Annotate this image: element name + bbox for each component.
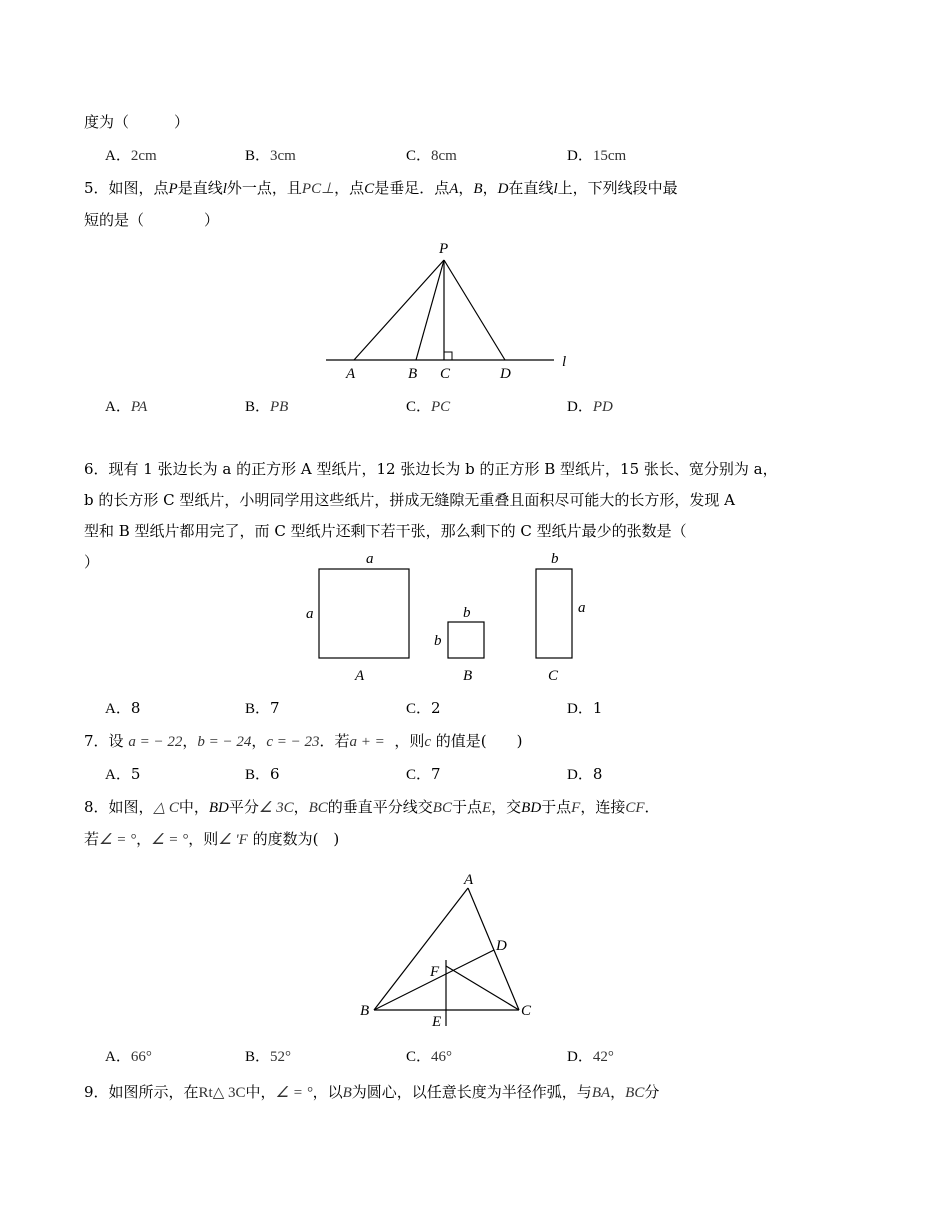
stem-text: ， [610, 1083, 626, 1101]
var-D: D [497, 181, 509, 197]
q6-option-c[interactable] [406, 698, 441, 719]
option-value: 2 [431, 699, 441, 717]
stem-text: 若 [84, 830, 100, 848]
stem-text: ．若 [319, 732, 350, 750]
math-expr: ∠ 'F [218, 832, 248, 848]
option-value: PD [592, 399, 613, 415]
option-label: A． [105, 148, 131, 164]
stem-text: ，点 [334, 179, 365, 197]
math-expr: B [342, 1085, 352, 1101]
math-expr: BC [625, 1085, 645, 1101]
option-value: 7 [431, 765, 441, 783]
stem-text: 平分 [228, 798, 259, 816]
label-A: A [464, 872, 474, 888]
q5-stem-line2: 短的是（ ） [84, 211, 220, 229]
label-D: D [496, 938, 507, 954]
q6-option-d[interactable] [567, 698, 602, 719]
segment-PD [444, 260, 505, 360]
math-expr: BA [591, 1085, 611, 1101]
q5-option-c[interactable] [406, 396, 450, 417]
math-expr: BD [208, 800, 229, 816]
q5-figure [318, 236, 588, 386]
stem-text: ，以 [312, 1083, 343, 1101]
math-expr: △ C [153, 800, 179, 816]
math-expr: b = − 24 [197, 734, 252, 750]
stem-text: 于点 [451, 798, 482, 816]
segment-AB [374, 888, 468, 1010]
stem-text: ， [182, 732, 198, 750]
stem-text: 的值是( ) [435, 732, 523, 750]
option-value: 8 [592, 765, 603, 783]
stem-text: 是直线 [177, 179, 223, 197]
math-expr: CF [625, 800, 645, 816]
math-expr: BD [521, 800, 542, 816]
q6-stem-line2: b 的长方形 C 型纸片，小明同学用这些纸片，拼成无缝隙无重叠且面积尽可能大的长方形，发现 A [84, 491, 735, 509]
var-l: l [222, 181, 227, 197]
q6-stem-line4: ） [84, 553, 100, 571]
stem-text: 在直线 [508, 179, 554, 197]
q4-option-d[interactable] [567, 145, 626, 166]
option-label: B． [245, 701, 271, 717]
option-value: 7 [270, 699, 280, 717]
stem-text: ，则 [394, 732, 425, 750]
math-expr: c [424, 734, 432, 750]
math-expr: ∠ 3C [258, 800, 294, 816]
q4-option-c[interactable] [406, 145, 457, 166]
stem-text: 7．设 [84, 732, 124, 750]
stem-text: 5．如图，点 [84, 179, 169, 197]
stem-text: ，连接 [580, 798, 626, 816]
stem-text: ， [251, 732, 267, 750]
label-B: B [463, 668, 473, 684]
q5-option-d[interactable] [567, 396, 613, 417]
q4-option-b[interactable] [245, 145, 296, 166]
label-E: E [432, 1014, 442, 1030]
option-label: A． [105, 1049, 131, 1065]
stem-text: ，交 [491, 798, 522, 816]
option-label: D． [567, 399, 593, 415]
math-expr: ∠ = ° [275, 1085, 313, 1101]
stem-text: 为圆心，以任意长度为半径作弧，与 [351, 1083, 592, 1101]
stem-text: 分 [644, 1083, 660, 1101]
segment-BD [374, 950, 494, 1010]
stem-text: 的度数为( ) [252, 830, 340, 848]
label-a-right: a [578, 600, 586, 616]
square-B [448, 622, 484, 658]
option-label: A． [105, 767, 131, 783]
q4-stem-tail: 度为（ ） [84, 113, 190, 131]
q6-figure [300, 546, 600, 692]
stem-text: ， [293, 798, 309, 816]
q9-stem-line1 [84, 1082, 659, 1103]
math-expr: Rt△ 3C [198, 1085, 246, 1101]
q8-stem-line2 [84, 829, 339, 850]
math-expr: BC [432, 800, 452, 816]
q7-option-a[interactable] [105, 764, 140, 785]
math-expr: E [481, 800, 492, 816]
option-label: D． [567, 701, 593, 717]
option-value: PA [130, 399, 148, 415]
option-value: PC [431, 399, 451, 415]
q8-option-c[interactable] [406, 1046, 452, 1067]
q6-stem-line3: 型和 B 型纸片都用完了，而 C 型纸片还剩下若干张，那么剩下的 C 型纸片最少的张数是（ [84, 522, 687, 540]
square-A [319, 569, 409, 658]
option-value: 8 [130, 699, 141, 717]
option-value: 2cm [130, 148, 157, 164]
option-value: 66° [130, 1049, 152, 1065]
option-value: 5 [130, 765, 141, 783]
label-b-top: b [463, 605, 471, 621]
option-label: D． [567, 1049, 593, 1065]
stem-text: 外一点，且 [226, 179, 302, 197]
label-a-left: a [306, 606, 314, 622]
stem-text: 中， [245, 1083, 276, 1101]
q5-stem-line1 [84, 178, 678, 199]
option-label: C． [406, 701, 432, 717]
math-expr: ∠ = ° [99, 832, 137, 848]
label-C: C [521, 1003, 532, 1019]
math-expr: BC [308, 800, 328, 816]
label-F: F [430, 964, 440, 980]
var-A: A [449, 181, 459, 197]
q7-stem [84, 731, 523, 752]
label-b-left: b [434, 633, 442, 649]
option-value: 8cm [431, 148, 457, 164]
q6-option-b[interactable] [245, 698, 280, 719]
stem-text: 的垂直平分线交 [327, 798, 433, 816]
label-A: A [346, 366, 356, 382]
option-value: 1 [592, 699, 603, 717]
option-label: A． [105, 701, 131, 717]
segment-AC [468, 888, 519, 1010]
var-C: C [364, 181, 375, 197]
option-label: B． [245, 767, 271, 783]
option-value: 46° [431, 1049, 453, 1065]
q7-option-b[interactable] [245, 764, 280, 785]
option-value: 52° [270, 1049, 292, 1065]
q8-figure [350, 862, 550, 1038]
var-l: l [553, 181, 558, 197]
label-B: B [360, 1003, 370, 1019]
option-label: B． [245, 148, 271, 164]
q8-option-b[interactable] [245, 1046, 291, 1067]
option-value: 15cm [592, 148, 627, 164]
q8-option-a[interactable] [105, 1046, 152, 1067]
stem-text: ，则 [188, 830, 219, 848]
stem-text: ， [458, 179, 474, 197]
rect-C [536, 569, 572, 658]
stem-text: ， [482, 179, 498, 197]
option-label: D． [567, 148, 593, 164]
q8-stem-line1 [84, 797, 660, 818]
q8-option-d[interactable] [567, 1046, 614, 1067]
segment-CF [446, 966, 519, 1010]
stem-text: 中， [178, 798, 209, 816]
label-P: P [439, 241, 449, 257]
option-label: C． [406, 767, 432, 783]
q6-option-a[interactable] [105, 698, 140, 719]
option-label: C． [406, 148, 432, 164]
label-C: C [440, 366, 451, 382]
q6-stem-line1: 6．现有 1 张边长为 a 的正方形 A 型纸片，12 张边长为 b 的正方形 B 型纸片，15 张长、宽分别为 a， [84, 460, 778, 478]
option-label: B． [245, 1049, 271, 1065]
label-b-top: b [551, 551, 559, 567]
q7-option-d[interactable] [567, 764, 602, 785]
label-A: A [355, 668, 365, 684]
perp-condition: PC⊥ [301, 181, 335, 197]
stem-text: 9．如图所示，在 [84, 1083, 199, 1101]
option-label: C． [406, 399, 432, 415]
label-B: B [408, 366, 418, 382]
q5-option-a[interactable] [105, 396, 147, 417]
option-label: D． [567, 767, 593, 783]
label-a-top: a [366, 551, 374, 567]
stem-text: 8．如图， [84, 798, 154, 816]
math-expr: a + = [349, 734, 385, 750]
q5-option-b[interactable] [245, 396, 288, 417]
stem-text: ， [136, 830, 152, 848]
option-value: 6 [270, 765, 280, 783]
math-expr: F [571, 800, 581, 816]
math-expr: c = − 23 [266, 734, 320, 750]
stem-text: 是垂足．点 [374, 179, 450, 197]
option-label: B． [245, 399, 271, 415]
var-P: P [168, 181, 178, 197]
var-B: B [473, 181, 483, 197]
q7-option-c[interactable] [406, 764, 441, 785]
label-C: C [548, 668, 559, 684]
label-D: D [500, 366, 511, 382]
q4-option-a[interactable] [105, 145, 157, 166]
stem-text: 上，下列线段中最 [557, 179, 678, 197]
option-label: C． [406, 1049, 432, 1065]
stem-text: 于点 [541, 798, 572, 816]
label-l: l [562, 354, 567, 370]
math-expr: a = − 22 [128, 734, 183, 750]
right-angle-mark [444, 352, 452, 360]
math-expr: ∠ = ° [151, 832, 189, 848]
option-value: 42° [592, 1049, 614, 1065]
stem-text: ． [644, 798, 660, 816]
option-value: PB [270, 399, 289, 415]
option-value: 3cm [270, 148, 296, 164]
option-label: A． [105, 399, 131, 415]
